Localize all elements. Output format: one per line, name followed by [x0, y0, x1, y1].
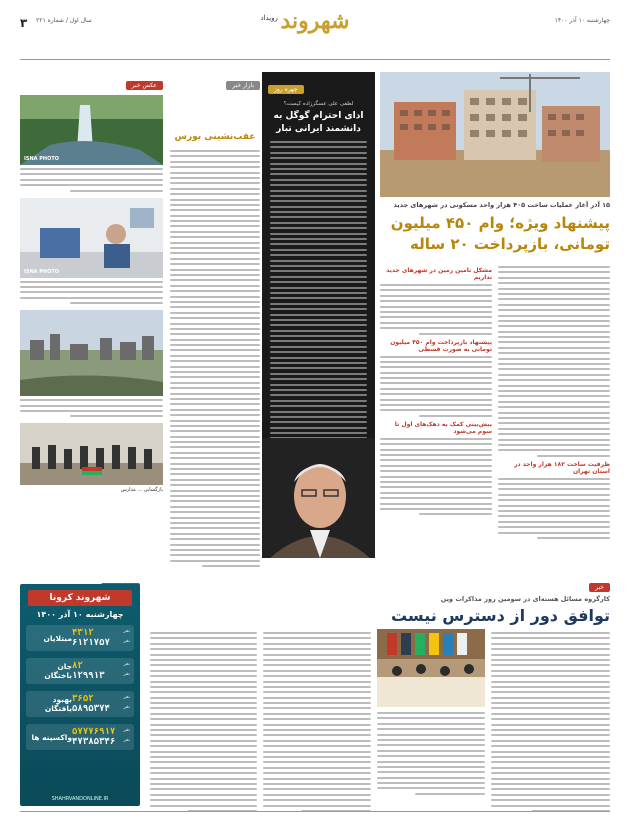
deaths-label: جان باختگان: [44, 662, 72, 680]
stat-row-deaths: ۸۲ نفر ۱۲۹۹۱۳ نفر جان باختگان: [26, 658, 134, 684]
stat-row-recovered: ۳۶۵۲ نفر ۵۸۹۵۳۷۴ نفر بهبود یافتگان: [26, 691, 134, 717]
story-col-3: [263, 629, 370, 815]
profile-title: ادای احترام گوگل به دانشمند ایرانی تبار: [273, 111, 364, 134]
vienna-talks-story: [150, 574, 610, 815]
lead-subhead-1: مشکل تامین زمین در شهرهای جدید نداریم: [386, 267, 492, 281]
body-text: [498, 478, 610, 539]
infographic-brand: شهروند کرونا: [28, 590, 132, 606]
masthead: [20, 6, 610, 60]
hospital-photo: [20, 198, 163, 278]
photo3-caption: [20, 399, 163, 417]
photo2-caption: [20, 281, 163, 305]
profile-column: [262, 72, 375, 558]
lead-body: [380, 263, 610, 542]
lead-body-col-right: [498, 263, 610, 542]
footer-rule: [20, 811, 610, 812]
profile-body: [270, 141, 367, 445]
infographic-footer: SHAHRVANDONLINE.IR: [51, 796, 109, 802]
lead-headline: پیشنهاد ویژه؛ وام ۴۵۰ میلیون تومانی، بازپرداخت ۲۰ ساله: [390, 214, 610, 253]
profile-kicker: لطفی علی عسگرزاده کیست؟: [283, 101, 354, 107]
photo-credit: ISNA PHOTO: [24, 268, 60, 275]
cases-new: ۴۳۱۲: [72, 628, 94, 638]
construction-photo: [380, 72, 610, 197]
body-text: [380, 284, 492, 335]
lead-subhead-2: پیشنهاد بازپرداخت وام ۴۵۰ میلیون تومانی به صورت قسطی: [390, 338, 492, 353]
recovered-label: بهبود یافتگان: [44, 695, 72, 713]
stat-row-cases: ۴۳۱۲ نفر ۶۱۲۱۷۵۷ نفر مبتلایان: [26, 625, 134, 651]
story-title: توافق دور از دسترس نیست: [390, 606, 610, 625]
covid-infographic: [20, 574, 140, 806]
body-text: [150, 632, 257, 812]
cases-label: مبتلایان: [43, 633, 72, 643]
newspaper-logo: [260, 8, 350, 34]
section-tag: چهره روز: [268, 85, 304, 94]
body-text: [380, 438, 492, 515]
bourse-column: [170, 72, 260, 570]
ceremony-photo: [20, 423, 163, 485]
story-col-1: [491, 629, 610, 815]
infographic-date: چهارشنبه ۱۰ آذر ۱۴۰۰: [36, 610, 124, 619]
deaths-new: ۸۲: [72, 661, 83, 671]
city-image: [20, 310, 163, 396]
bourse-body: [170, 150, 260, 567]
infographic-panel: [20, 584, 140, 806]
lead-deck: ۱۵ آذر آغاز عملیات ساخت ۴۰۵ هزار واحد مسکونی در شهرهای جدید: [393, 201, 610, 209]
body-text: [263, 632, 370, 812]
waterfall-image: [20, 95, 163, 165]
photo-credit: ISNA PHOTO: [24, 156, 60, 162]
portrait-photo: [262, 438, 375, 558]
logo-title: شهروند: [280, 8, 350, 34]
photo-news-column: [20, 72, 163, 500]
negotiations-photo: [377, 629, 485, 707]
body-text: [380, 356, 492, 417]
page-number: ۳: [20, 16, 28, 30]
city-photo: [20, 310, 163, 396]
lead-subhead-4: ظرفیت ساخت ۱۸۲ هزار واحد در استان تهران: [514, 460, 610, 475]
story-kicker: کارگروه مسائل هسته‌ای در سومین روز مذاکرات وین: [440, 595, 610, 603]
vaccinated-dose1: ۵۷۷۷۶۹۱۷: [72, 727, 116, 737]
negotiations-image: [377, 629, 485, 707]
stat-row-vaccinated: ۵۷۷۷۶۹۱۷ نفر ۴۷۳۸۵۳۴۶ نفر واکسینه ها: [26, 724, 134, 750]
vaccinated-dose2: ۴۷۳۸۵۳۴۶: [72, 737, 116, 747]
cases-total: ۶۱۲۱۷۵۷: [72, 638, 110, 648]
story-col-4: [150, 629, 257, 815]
lead-body-col-left: [380, 263, 492, 542]
bourse-title: عقب‌نشینی بورس: [174, 132, 256, 142]
story-col-2: [377, 629, 485, 815]
waterfall-photo: [20, 95, 163, 165]
portrait-image: [262, 438, 375, 558]
vaccinated-label: واکسینه ها: [31, 732, 72, 742]
section-tag: خبر: [589, 583, 610, 592]
deaths-total: ۱۲۹۹۱۳: [72, 671, 105, 681]
recovered-new: ۳۶۵۲: [72, 694, 94, 704]
buildings-image: [380, 72, 610, 197]
body-text: [491, 632, 610, 812]
story-body: [150, 629, 610, 815]
section-tag: عکس خبر: [126, 81, 163, 90]
issue-info: سال اول / شماره ۲۲۱: [36, 17, 92, 24]
photo1-caption: [20, 168, 163, 192]
body-text: [377, 712, 485, 795]
issue-date: چهارشنبه ۱۰ آذر ۱۴۰۰: [554, 17, 610, 24]
ceremony-image: [20, 423, 163, 485]
logo-subtitle: رویداد: [260, 14, 278, 22]
hospital-image: [20, 198, 163, 278]
body-text: [498, 266, 610, 457]
photo3-caption-title: بازگشایی ... مدارس: [120, 487, 163, 494]
recovered-total: ۵۸۹۵۳۷۴: [72, 704, 110, 714]
lead-subhead-3: پیش‌بینی کمک به دهک‌های اول تا سوم می‌شود: [394, 420, 492, 435]
lead-story: [380, 72, 610, 542]
section-tag: بازار خبر: [226, 81, 260, 90]
